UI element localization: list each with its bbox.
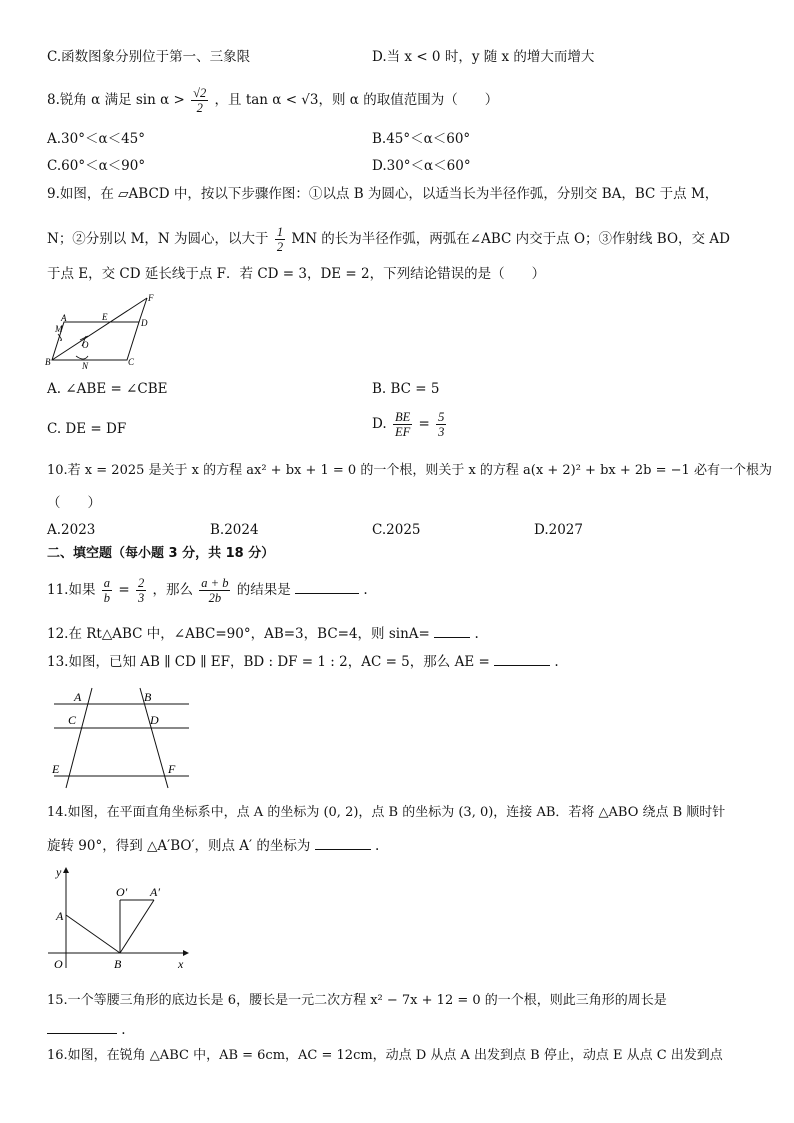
q11-frac-a-b [102, 576, 112, 605]
q13-label-b: B [144, 690, 152, 704]
q9-option-b: B. BC = 5 [372, 381, 440, 397]
q9-label-f: F [148, 293, 154, 303]
q9-option-d-eq: = [418, 416, 430, 432]
q16-line1: 16.如图，在锐角 △ABC 中，AB = 6cm，AC = 12cm，动点 D 从点 A 出发到点 B 停止，动点 E 从点 C 出发到点 [47, 1048, 723, 1063]
q11-prefix: 11.如果 [47, 582, 96, 598]
q9-frac-den: 2 [276, 240, 284, 254]
q14-label-x: x [178, 957, 184, 971]
q11-line [47, 576, 368, 605]
q13-end: . [554, 654, 559, 670]
q15-line1: 15.一个等腰三角形的底边长是 6，腰长是一元二次方程 x² − 7x + 12 = 0 的一个根，则此三角形的周长是 [47, 993, 667, 1008]
q9-line3: 于点 E，交 CD 延长线于点 F．若 CD = 3，DE = 2，下列结论错误的是（ ） [47, 266, 546, 282]
q9-option-d-den: EF [394, 425, 411, 439]
q12-line [47, 625, 479, 643]
q9-label-a: A [61, 313, 67, 323]
q7-option-d: D.当 x < 0 时，y 随 x 的增大而增大 [372, 49, 595, 65]
q14-label-a: A [56, 909, 64, 923]
q11-f1-den: b [103, 591, 111, 605]
q14-label-y: y [56, 865, 62, 879]
q8-option-a: A.30°＜α＜45° [47, 131, 146, 147]
q9-option-d-fraction [393, 410, 412, 439]
q8-frac-den: 2 [196, 101, 203, 115]
q11-f3-den: 2b [208, 591, 222, 605]
q12-answer-blank[interactable] [434, 625, 470, 638]
q10-option-d: D.2027 [534, 522, 583, 538]
q11-frac-ab-2b [199, 576, 230, 605]
q10-option-a: A.2023 [47, 522, 96, 538]
q8-option-c: C.60°＜α＜90° [47, 158, 146, 174]
q8-option-d: D.30°＜α＜60° [372, 158, 471, 174]
q14-label-b: B [114, 957, 122, 971]
q9-line2a: N；②分别以 M，N 为圆心，以大于 [47, 231, 269, 247]
section-2-heading: 二、填空题（每小题 3 分，共 18 分） [47, 546, 275, 561]
q11-f3-num: a + b [201, 576, 229, 590]
q14-end: . [375, 838, 380, 854]
q8-option-b: B.45°＜α＜60° [372, 131, 471, 147]
q14-label-o-prime: O′ [116, 885, 128, 899]
q13-label-f: F [168, 762, 176, 776]
q12-text: 12.在 Rt△ABC 中，∠ABC=90°，AB=3，BC=4，则 sinA= [47, 626, 430, 642]
q10-option-b: B.2024 [210, 522, 259, 538]
q8-stem [47, 86, 498, 115]
q11-mid1: = [118, 582, 130, 598]
q9-line1: 9.如图，在 ▱ABCD 中，按以下步骤作图：①以点 B 为圆心，以适当长为半径作弧，分别交 BA，BC 于点 M， [47, 186, 719, 202]
q9-line2b: MN 的长为半径作弧，两弧在∠ABC 内交于点 O；③作射线 BO，交 AD [291, 231, 730, 247]
q11-end: . [363, 582, 368, 598]
q13-answer-blank[interactable] [494, 653, 550, 666]
q14-text: 旋转 90°，得到 △A′BO′，则点 A′ 的坐标为 [47, 838, 311, 854]
q12-end: . [474, 626, 479, 642]
q8-stem-b: ，且 tan α < √3，则 α 的取值范围为（ ） [214, 92, 499, 108]
q8-frac-num: √2 [193, 86, 207, 100]
q9-label-d: D [141, 318, 148, 328]
q9-label-n: N [82, 361, 89, 371]
q9-fraction [275, 225, 285, 254]
q11-frac-2-3 [136, 576, 146, 605]
q9-label-b: B [45, 357, 51, 367]
q9-option-d-prefix: D. [372, 416, 387, 432]
q15-end: . [121, 1022, 126, 1038]
q9-option-d-num: BE [394, 410, 411, 424]
q10-line2: （ ） [47, 495, 101, 511]
q14-line1: 14.如图，在平面直角坐标系中，点 A 的坐标为 (0, 2)，点 B 的坐标为 (3, 0)，连接 AB．若将 △ABO 绕点 B 顺时针 [47, 805, 726, 820]
q9-label-c: C [128, 357, 135, 367]
q11-f2-den: 3 [137, 591, 145, 605]
q9-line2 [47, 225, 730, 254]
q14-coordinate-figure [44, 862, 194, 974]
q14-label-o: O [54, 957, 63, 971]
q13-label-a: A [74, 690, 82, 704]
q9-option-d [372, 410, 448, 439]
q9-option-a: A. ∠ABE = ∠CBE [47, 381, 168, 397]
q11-f1-num: a [103, 576, 111, 590]
q14-answer-blank[interactable] [315, 837, 371, 850]
q13-text: 13.如图，已知 AB ∥ CD ∥ EF，BD : DF = 1 : 2，AC = 5，那么 AE = [47, 654, 490, 670]
q11-f2-num: 2 [137, 576, 145, 590]
q9-frac-num: 1 [276, 225, 284, 239]
q9-label-e: E [102, 312, 108, 322]
q13-line [47, 653, 559, 671]
q13-label-c: C [68, 713, 77, 727]
q10-option-c: C.2025 [372, 522, 421, 538]
q15-answer-blank[interactable] [47, 1021, 117, 1034]
q9-parallelogram-figure [44, 290, 164, 372]
q13-label-d: D [150, 713, 159, 727]
q11-answer-blank[interactable] [295, 581, 359, 594]
q15-line2 [47, 1021, 126, 1039]
q9-option-d-rnum: 5 [438, 410, 445, 424]
q9-option-d-ratio [436, 410, 446, 439]
q8-stem-a: 8.锐角 α 满足 sin α > [47, 92, 185, 108]
q9-option-d-rden: 3 [438, 425, 445, 439]
q9-label-o: O [82, 340, 89, 350]
q10-line1: 10.若 x = 2025 是关于 x 的方程 ax² + bx + 1 = 0 的一个根，则关于 x 的方程 a(x + 2)² + bx + 2b = −1 必有一个根为 [47, 463, 772, 478]
q13-label-e: E [52, 762, 60, 776]
q8-fraction [191, 86, 208, 115]
q7-option-c: C.函数图象分别位于第一、三象限 [47, 49, 251, 65]
q11-suffix: 的结果是 [236, 582, 291, 598]
q9-option-c: C. DE = DF [47, 421, 127, 437]
q11-mid2: ，那么 [152, 582, 193, 598]
q9-label-m: M [55, 324, 63, 334]
q14-label-a-prime: A′ [150, 885, 160, 899]
q14-line2 [47, 837, 379, 855]
q13-parallel-lines-figure [44, 684, 194, 794]
